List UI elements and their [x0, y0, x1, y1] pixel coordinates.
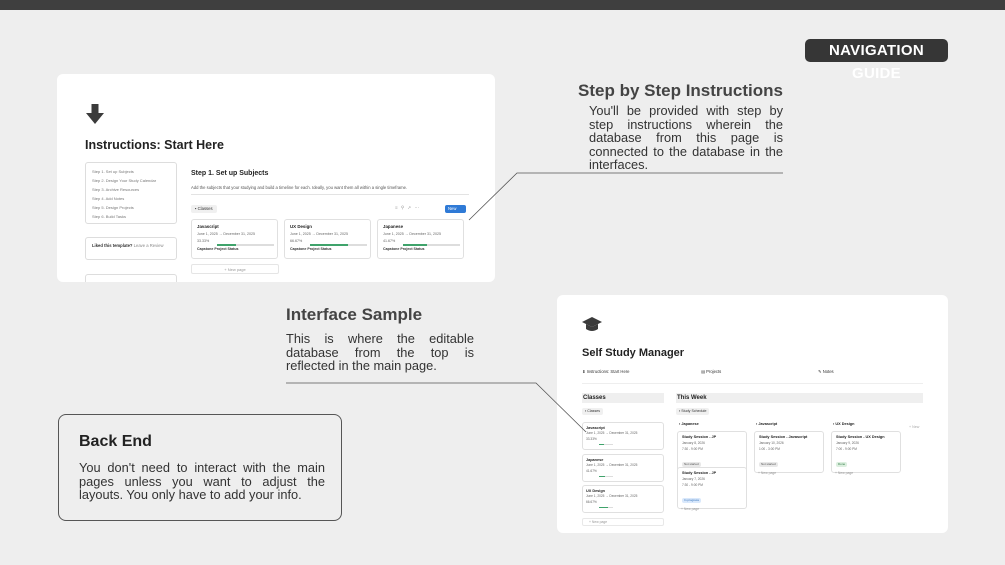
step-section-body: You'll be provided with step by step instructions wherein the database from this page is connected to the database in the interfaces. — [589, 103, 783, 173]
classes-view-tab[interactable]: ▪ Classes — [191, 205, 217, 213]
new-page-button[interactable]: + New page — [191, 264, 279, 274]
toc-step-1[interactable]: Step 1. Set up Subjects — [92, 169, 134, 174]
class-card-javascript[interactable]: Javascript June 1, 2025 → December 31, 2025 33.33% — [582, 422, 664, 450]
column-ux-design: ▪ UX Design — [833, 422, 855, 426]
progress-bar — [599, 507, 613, 508]
link-projects[interactable]: ▤ Projects — [701, 369, 722, 374]
progress-bar — [599, 444, 613, 445]
progress-bar — [310, 244, 367, 246]
new-button[interactable]: New — [445, 205, 466, 213]
instructions-preview-card — [57, 74, 495, 282]
manager-title: Self Study Manager — [582, 347, 685, 359]
toc-step-3[interactable]: Step 3. Archive Resources — [92, 187, 140, 192]
status-badge: Not started — [684, 462, 699, 466]
progress-bar — [217, 244, 274, 246]
interface-section-title: Interface Sample — [286, 305, 423, 324]
database-toolbar[interactable]: ≡ ⚲ ↗ ⋯ — [395, 205, 420, 210]
review-callout — [85, 237, 177, 260]
progress-bar — [403, 244, 460, 246]
backend-title: Back End — [79, 433, 152, 450]
link-notes[interactable]: ✎ Notes — [818, 369, 834, 374]
link-instructions[interactable]: ⬇ Instructions: Start Here — [582, 369, 630, 374]
liked-label: Liked this template? — [92, 243, 133, 248]
page-title: Instructions: Start Here — [85, 138, 224, 152]
graduation-cap-icon — [582, 317, 602, 333]
status-badge: Not started — [761, 462, 776, 466]
progress-bar — [599, 476, 613, 477]
class-card-ux-design[interactable]: UX Design June 1, 2025 → December 31, 2025 66.67% — [582, 485, 664, 513]
class-card-javascript[interactable]: Javascript June 1, 2025 → December 31, 2025 33.33% Capstone Project Status — [191, 219, 278, 259]
toc-step-2[interactable]: Step 2. Design Your Study Calendar — [92, 178, 157, 183]
new-page-button[interactable]: + New page — [681, 507, 700, 511]
step-section-title: Step by Step Instructions — [578, 81, 783, 100]
session-card[interactable]: Study Session - JP January 8, 2026 7:30 - 9:00 PM Not started — [677, 431, 747, 473]
arrow-down-icon — [86, 104, 104, 124]
callout-stub — [85, 274, 177, 282]
class-card-japanese[interactable]: Japanese June 1, 2025 → December 31, 2025 41.67% — [582, 454, 664, 482]
session-card[interactable]: Study Session - Javascript January 10, 2026 1:00 - 3:00 PM Not started — [754, 431, 824, 473]
new-page-button[interactable]: + New page — [582, 518, 664, 526]
new-page-button[interactable]: + New page — [758, 471, 777, 475]
divider — [191, 194, 469, 195]
step1-description: Add the subjects that your studying and build a timeline for each. Ideally, you want them all within a single timeframe. — [191, 185, 408, 190]
add-column-button[interactable]: + New — [909, 425, 920, 429]
toc-step-4[interactable]: Step 4. Add Notes — [92, 196, 125, 201]
toc-step-6[interactable]: Step 6. Build Tasks — [92, 214, 126, 219]
step1-heading: Step 1. Set up Subjects — [191, 170, 269, 177]
navigation-guide-badge: NAVIGATION GUIDE — [805, 39, 948, 62]
this-week-header: This Week — [676, 393, 923, 403]
class-card-japanese[interactable]: Japanese June 1, 2025 → December 31, 2025 41.67% Capstone Project Status — [377, 219, 464, 259]
new-page-button[interactable]: + New page — [835, 471, 854, 475]
status-badge: In progress — [684, 498, 700, 502]
backend-body: You don't need to interact with the main pages unless you want to adjust the layouts. You only have to add your info. — [79, 460, 325, 503]
status-badge: Done — [838, 462, 846, 466]
classes-view-tab[interactable]: ▪ Classes — [582, 408, 603, 415]
manager-preview-card — [557, 295, 948, 533]
toc-step-5[interactable]: Step 5. Design Projects — [92, 205, 134, 210]
session-card[interactable]: Study Session - JP January 7, 2026 7:30 - 9:00 PM In progress — [677, 467, 747, 509]
column-javascript: ▪ Javascript — [756, 422, 778, 426]
steps-toc — [85, 162, 177, 224]
class-card-ux-design[interactable]: UX Design June 1, 2025 → December 31, 2025 66.67% Capstone Project Status — [284, 219, 371, 259]
top-bar — [0, 0, 1005, 10]
divider — [582, 383, 923, 384]
classes-header: Classes — [582, 393, 664, 403]
session-card[interactable]: Study Session - UX Design January 9, 2026 7:00 - 9:00 PM Done — [831, 431, 901, 473]
backend-box — [58, 414, 342, 521]
study-schedule-tab[interactable]: ▪ Study Schedule — [676, 408, 709, 415]
column-japanese: ▪ Japanese — [679, 422, 699, 426]
interface-section-body: This is where the editable database from the top is reflected in the main page. — [286, 331, 474, 374]
leave-review-link[interactable]: Leave a Review — [133, 243, 164, 248]
